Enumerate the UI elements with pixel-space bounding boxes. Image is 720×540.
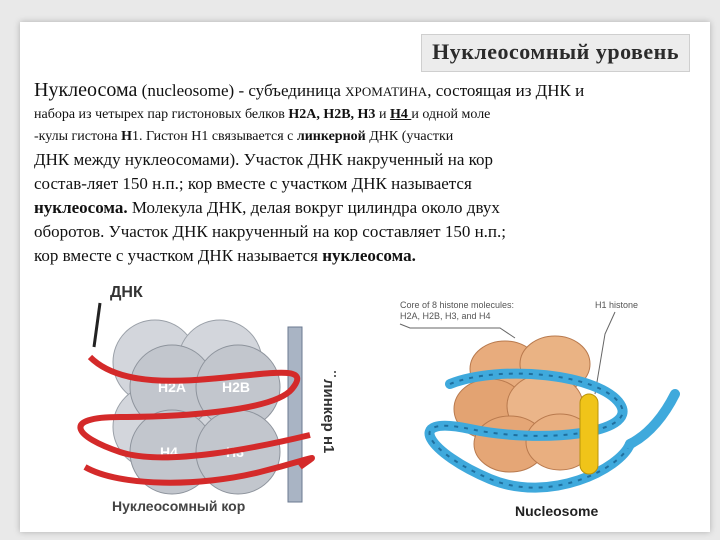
text-line8-bold: нуклеосома. (322, 246, 416, 265)
text-line-4: ДНК между нуклеосомами). Участок ДНК накрученный на кор (34, 150, 494, 169)
body-paragraph (34, 78, 654, 268)
text-linker: линкерной (296, 129, 370, 144)
text-h1: Н (121, 129, 133, 144)
text-line-8 (34, 244, 654, 268)
linker-bar (288, 327, 302, 502)
slide-title: Нуклеосомный уровень (432, 39, 679, 64)
text-line-5: состав-ляет 150 н.п.; кор вместе с участком ДНК называется (34, 174, 472, 193)
text-line-6 (34, 196, 654, 220)
text-line1-rest: , состоящая из ДНК и (427, 81, 585, 100)
text-line-2 (34, 104, 654, 126)
text-line2-end: и одной моле (411, 107, 491, 122)
linker-label: линкер н1 (320, 379, 337, 454)
text-line6-bold: нуклеосома. (34, 198, 128, 217)
label-h2a: Н2А (158, 379, 187, 395)
label-h2b: Н2В (222, 379, 251, 395)
dna-pointer-line (94, 303, 100, 347)
text-line8-start: кор вместе с участком ДНК называется (34, 246, 323, 265)
text-line-7: оборотов. Участок ДНК накрученный на кор составляет 150 н.п.; (34, 222, 506, 241)
dna-helix-tail (630, 394, 675, 444)
text-latin: (nucleosome) - субъединица (137, 81, 346, 100)
core-label-2: H2A, H2B, H3, and H4 (400, 311, 491, 321)
text-histones: Н2А, Н2В, Н3 (288, 107, 376, 122)
text-line2-start: набора из четырех пар гистоновых белков (34, 107, 289, 122)
h1-histone (580, 394, 598, 474)
term-nucleosome: Нуклеосома (34, 79, 138, 101)
core-pointer (400, 324, 515, 338)
text-line3-start: -кулы гистона (34, 129, 122, 144)
left-caption: Нуклеосомный кор (112, 498, 246, 514)
text-h4: Н4 (389, 107, 412, 122)
text-chromatin: ХРОМАТИНА (345, 84, 428, 99)
text-and: и (375, 107, 390, 122)
slide (20, 22, 710, 532)
right-caption: Nucleosome (515, 503, 599, 519)
nucleosome-core-diagram (60, 267, 370, 517)
label-h4: Н4 (160, 444, 178, 460)
dna-label: ДНК (110, 284, 143, 301)
nucleosome-3d-diagram (380, 294, 690, 524)
label-h3: Н3 (226, 444, 244, 460)
text-line3-end: ДНК (участки (369, 129, 454, 144)
h1-label: H1 histone (595, 300, 639, 310)
title-box (421, 34, 690, 72)
text-h1num: 1. Гистон Н1 связывается с (132, 129, 297, 144)
h1-pointer (595, 312, 615, 394)
core-label-1: Core of 8 histone molecules: (400, 300, 515, 310)
text-line-1 (34, 78, 654, 104)
text-line6-rest: Молекула ДНК, делая вокруг цилиндра около двух (127, 198, 500, 217)
text-line-3 (34, 126, 654, 148)
